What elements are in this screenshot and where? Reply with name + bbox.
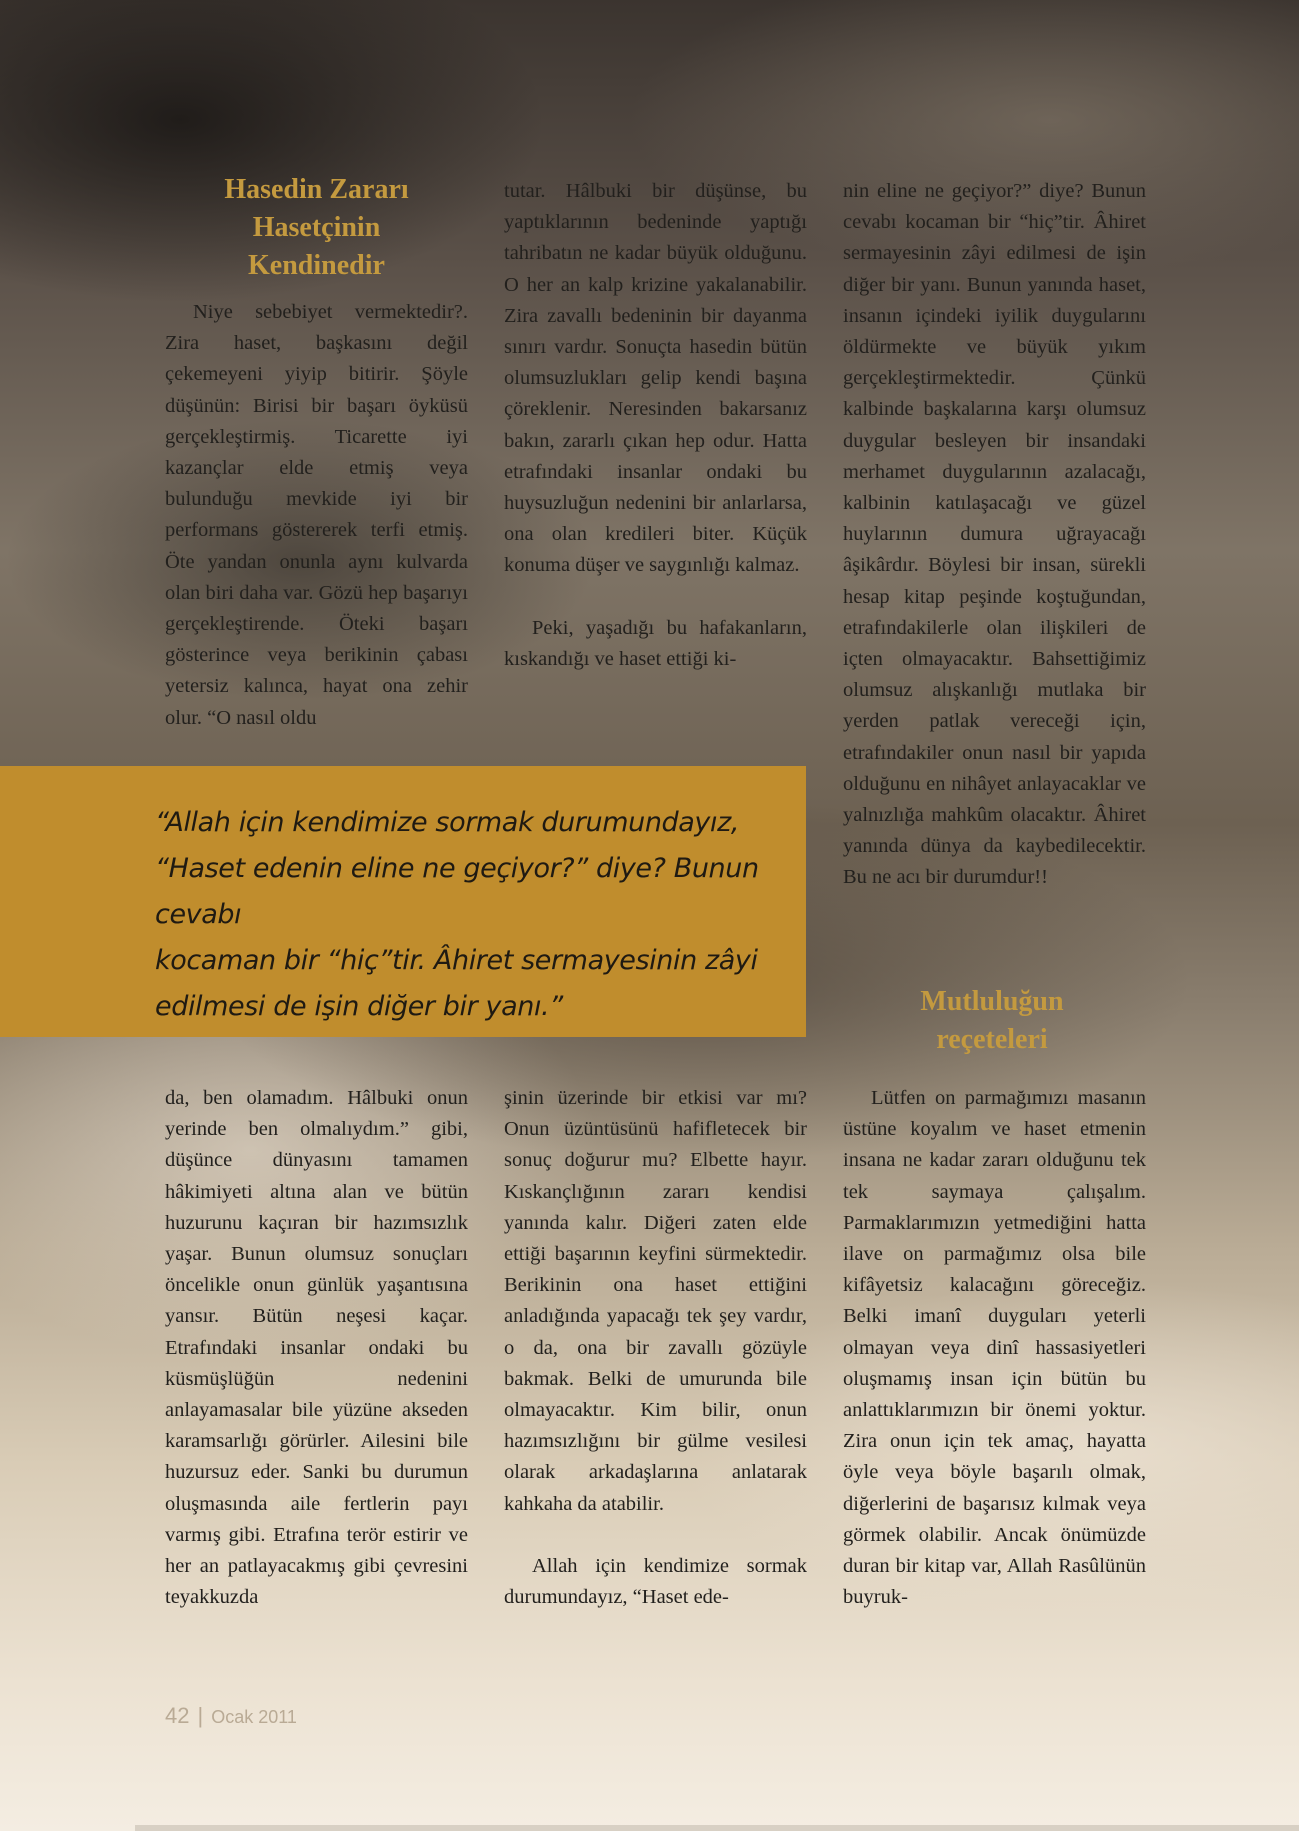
section-heading-2: [847, 983, 1137, 1059]
column-top-2: [504, 176, 807, 675]
paragraph: Lütfen on parmağımızı masanın üstüne koyalım ve haset etmenin insana ne kadar zararı olduğunu tek tek saymaya çalışalım. Parmaklarımızın yetmediğini hatta ilave on parmağımız olsa bile kifâyetsiz kalacağını göreceğiz. Belki imanî duyguları yeterli olmayan veya dinî hassasiyetleri oluşmamış insan için bütün bu anlattıklarımızın bir önemi yoktur. Zira onun için tek amaç, hayatta öyle veya böyle başarılı olmak, diğerlerini de başarısız kılmak veya görmek olabilir. Ancak önümüzde duran bir kitap var, Allah Rasûlünün buyruk-: [843, 1087, 1146, 1609]
quote-line: “Allah için kendimize sormak durumundayız,: [155, 807, 740, 838]
column-bottom-3: [843, 1083, 1146, 1613]
heading-line: Kendinedir: [248, 250, 385, 281]
column-bottom-1: [165, 1083, 468, 1613]
quote-line: kocaman bir “hiç”tir. Âhiret sermayesinin zâyi: [155, 945, 758, 976]
paragraph: Niye sebebiyet vermektedir?. Zira haset, başkasını değil çekemeyeni yiyip bitirir. Şöyle düşünün: Birisi bir başarı öyküsü gerçekleştirmiş. Ticarette iyi kazançlar elde etmiş veya bulunduğu mevkide iyi bir performans göstererek terfi etmiş. Öte yandan onunla aynı kulvarda olan biri daha var. Gözü hep başarıyı gerçekleştirende. Öteki başarı gösterince veya berikinin çabası yetersiz kalınca, hayat ona zehir olur. “O nasıl oldu: [165, 301, 468, 729]
paragraph: tutar. Hâlbuki bir düşünse, bu yaptıklarının bedeninde yaptığı tahribatın ne kadar büyük olduğunu. O her an kalp krizine yakalanabilir. Zira zavallı bedeninin bir dayanma sınırı vardır. Sonuçta hasedin bütün olumsuzlukları gelip kendi başına çöreklenir. Neresinden bakarsanız bakın, zararlı çıkan hep odur. Hatta etrafındaki insanlar ondaki bu huysuzluğun nedenini bir anlarlarsa, ona olan kredileri biter. Küçük konuma düşer ve saygınlığı kalmaz.: [504, 180, 807, 577]
paragraph: Allah için kendimize sormak durumundayız, “Haset ede-: [504, 1554, 807, 1609]
footer-separator: |: [197, 1703, 204, 1728]
page-edge: [135, 1825, 1299, 1831]
issue-date: Ocak 2011: [211, 1707, 297, 1727]
quote-line: edilmesi de işin diğer bir yanı.”: [155, 991, 563, 1022]
column-top-3: [843, 176, 1146, 894]
column-top-1: [165, 171, 468, 734]
pull-quote: [155, 800, 795, 1030]
quote-line: “Haset edenin eline ne geçiyor?” diye? Bunun cevabı: [155, 853, 759, 930]
paragraph: Peki, yaşadığı bu hafakanların, kıskandığı ve haset ettiği ki-: [504, 616, 807, 670]
paragraph: nin eline ne geçiyor?” diye? Bunun cevabı kocaman bir “hiç”tir. Âhiret sermayesinin zâyi edilmesi de işin diğer bir yanı. Bunun yanında haset, insanın içindeki iyilik duygularını öldürmekte ve büyük yıkım gerçekleştirmektedir. Çünkü kalbinde başkalarına karşı olumsuz duygular besleyen bir insandaki merhamet duygularının azalacağı, kalbinin katılaşacağı ve güzel huylarının dumura uğrayacağı âşikârdır. Böylesi bir insan, sürekli hesap kitap peşinde koştuğundan, etrafındakilerle olan ilişkileri de içten olmayacaktır. Bahsettiğimiz olumsuz alışkanlığı mutlaka bir yerden patlak vereceği için, etrafındakiler onun nasıl bir yapıda olduğunu en nihâyet anlayacaklar ve yalnızlığa mahkûm olacaktır. Âhiret yanında dünya da kaybedilecektir. Bu ne acı bir durumdur!!: [843, 180, 1146, 889]
paragraph: da, ben olamadım. Hâlbuki onun yerinde ben olmalıydım.” gibi, düşünce dünyasını tamamen hâkimiyeti altına alan ve bütün huzurunu kaçıran bir hazımsızlık yaşar. Bunun olumsuz sonuçları öncelikle onun günlük yaşantısına yansır. Bütün neşesi kaçar. Etrafındaki insanlar ondaki bu küsmüşlüğün nedenini anlayamasalar bile yüzüne akseden karamsarlığı görürler. Ailesini bile huzursuz eder. Sanki bu durumun oluşmasında aile fertlerin payı varmış gibi. Etrafına terör estirir ve her an patlayacakmış gibi çevresini teyakkuzda: [165, 1087, 468, 1609]
heading-line: Mutluluğun: [920, 986, 1064, 1017]
heading-line: Hasetçinin: [252, 212, 381, 243]
section-heading-1: [165, 171, 468, 285]
column-bottom-2: [504, 1083, 807, 1613]
paragraph: şinin üzerinde bir etkisi var mı? Onun üzüntüsünü hafifletecek bir sonuç doğurur mu? Elbette hayır. Kıskançlığının zararı kendisi yanında kalır. Diğeri zaten elde ettiği başarının keyfini sürmektedir. Berikinin ona haset ettiğini anladığında yapacağı tek şey vardır, o da, ona bir zavallı gözüyle bakmak. Belki de umurunda bile olmayacaktır. Kim bilir, onun hazımsızlığını bir gülme vesilesi olarak arkadaşlarına anlatarak kahkaha da atabilir.: [504, 1087, 807, 1515]
heading-line: Hasedin Zararı: [224, 174, 409, 205]
page-number: 42: [165, 1703, 190, 1728]
page-footer: [165, 1703, 297, 1729]
heading-line: reçeteleri: [936, 1024, 1048, 1055]
